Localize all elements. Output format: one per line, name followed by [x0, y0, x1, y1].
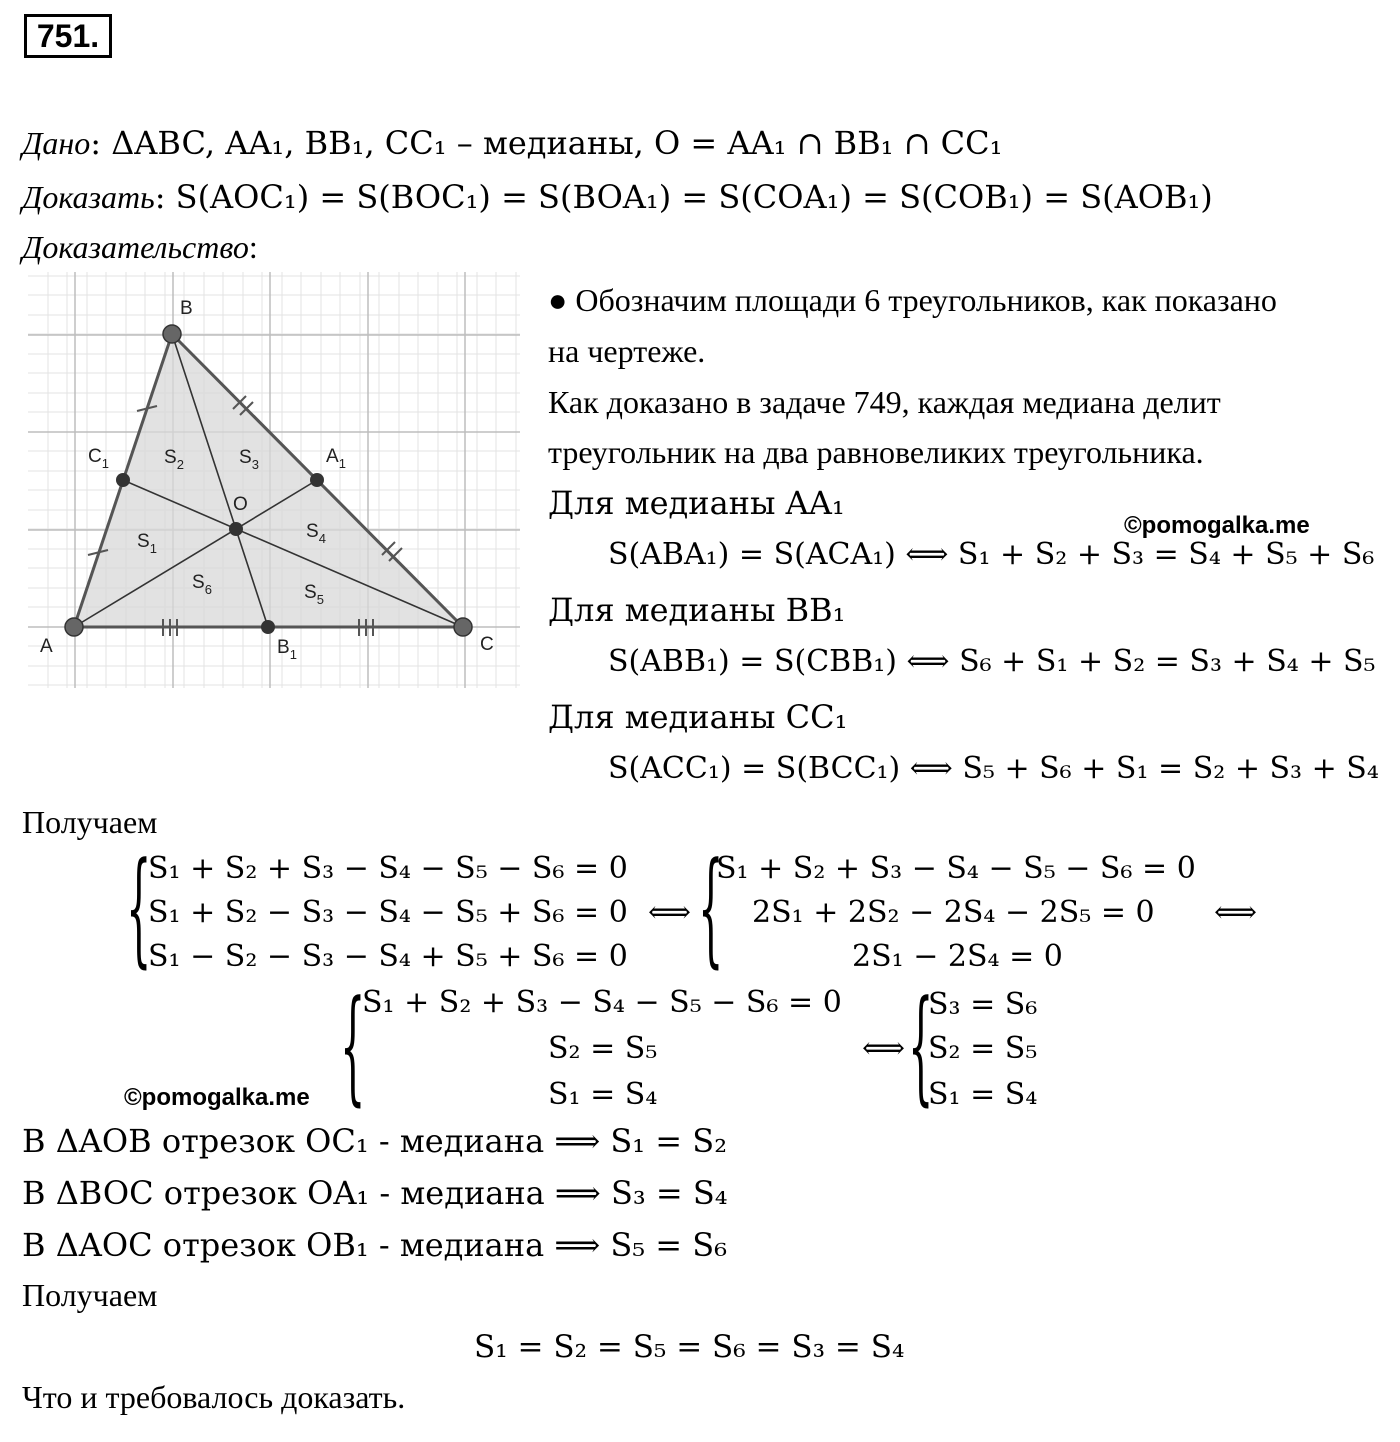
system2-row1: S₁ + S₂ + S₃ − S₄ − S₅ − S₆ = 0	[716, 851, 1196, 886]
eq-cc1: S(ACC₁) = S(BCC₁) ⟺ S₅ + S₆ + S₁ = S₂ + S₃ + S₄	[608, 751, 1379, 786]
system1-row2: S₁ + S₂ − S₃ − S₄ − S₅ + S₆ = 0	[148, 895, 628, 930]
conclusion-boc: В ΔBOC отрезок OA₁ - медиана ⟹ S₃ = S₄	[22, 1174, 728, 1212]
given-text: : ΔABC, AA₁, BB₁, CC₁ – медианы, O = AA₁ ∩ BB₁ ∩ CC₁	[90, 124, 1003, 162]
triangle-diagram	[28, 272, 520, 688]
median-bb1-heading: Для медианы BB₁	[548, 591, 846, 629]
right-p2-line1: Как доказано в задаче 749, каждая медиана делит	[548, 384, 1221, 420]
conclusion-aoc: В ΔAOC отрезок OB₁ - медиана ⟹ S₅ = S₆	[22, 1226, 728, 1264]
proof-colon: :	[248, 229, 258, 265]
problem-number: 751.	[24, 14, 112, 58]
brace-system4: {	[908, 976, 934, 1120]
label-o: O	[233, 494, 248, 515]
system3-row1: S₁ + S₂ + S₃ − S₄ − S₅ − S₆ = 0	[362, 985, 842, 1020]
system2-row3: 2S₁ − 2S₄ = 0	[852, 939, 1063, 974]
right-p1-line1: ● Обозначим площади 6 треугольников, как показано	[548, 282, 1277, 318]
label-s2: $S_2$	[164, 447, 184, 472]
proof-line	[22, 228, 258, 266]
point-a1	[310, 473, 324, 487]
median-aa1-heading: Для медианы AA₁	[548, 484, 845, 522]
prove-label: Доказать	[22, 179, 155, 215]
given-label: Дано	[22, 125, 91, 161]
label-c1: $C_1$	[88, 446, 109, 471]
label-b1: $B_1$	[277, 637, 297, 662]
right-p2-line2: треугольник на два равновеликих треугольника.	[548, 434, 1204, 470]
final-equation: S₁ = S₂ = S₅ = S₆ = S₃ = S₄	[474, 1329, 905, 1365]
label-a: A	[40, 636, 53, 657]
given-line	[22, 124, 1002, 162]
proof-label: Доказательство	[22, 229, 249, 265]
we-get-1: Получаем	[22, 804, 158, 840]
watermark-bottom: ©pomogalka.me	[124, 1084, 310, 1111]
system1-row1: S₁ + S₂ + S₃ − S₄ − S₅ − S₆ = 0	[148, 851, 628, 886]
conclusion-aob: В ΔAOB отрезок OC₁ - медиана ⟹ S₁ = S₂	[22, 1122, 728, 1160]
prove-text: : S(AOC₁) = S(BOC₁) = S(BOA₁) = S(COA₁) = S(COB₁) = S(AOB₁)	[154, 178, 1213, 216]
median-cc1-heading: Для медианы CC₁	[548, 698, 848, 736]
qed-line: Что и требовалось доказать.	[22, 1379, 406, 1415]
label-b: B	[180, 298, 193, 319]
label-s3: $S_3$	[239, 447, 259, 472]
system2-row2: 2S₁ + 2S₂ − 2S₄ − 2S₅ = 0	[752, 895, 1155, 930]
point-c1	[116, 473, 130, 487]
point-b	[163, 325, 181, 343]
eq-bb1: S(ABB₁) = S(CBB₁) ⟺ S₆ + S₁ + S₂ = S₃ + S₄ + S₅	[608, 644, 1376, 679]
brace-system3: {	[340, 976, 366, 1120]
we-get-2: Получаем	[22, 1277, 158, 1313]
label-a1: $A_1$	[326, 446, 346, 471]
equiv-3: ⟺	[862, 1031, 906, 1066]
watermark-top: ©pomogalka.me	[1124, 512, 1310, 539]
label-s4: $S_4$	[306, 521, 326, 546]
label-c: C	[480, 634, 494, 655]
point-c	[454, 618, 472, 636]
brace-system2: {	[698, 838, 724, 982]
prove-line	[22, 178, 1213, 216]
system4-row1: S₃ = S₆	[928, 987, 1038, 1022]
system3-row3: S₁ = S₄	[548, 1077, 658, 1112]
point-a	[65, 618, 83, 636]
eq-aa1: S(ABA₁) = S(ACA₁) ⟺ S₁ + S₂ + S₃ = S₄ + S₅ + S₆	[608, 537, 1375, 572]
point-o	[229, 522, 243, 536]
label-s5: $S_5$	[304, 582, 324, 607]
label-s6: $S_6$	[192, 572, 212, 597]
right-p1-line2: на чертеже.	[548, 333, 706, 369]
brace-system1: {	[126, 838, 152, 982]
point-b1	[261, 620, 275, 634]
label-s1: $S_1$	[137, 531, 157, 556]
system3-row2: S₂ = S₅	[548, 1031, 658, 1066]
equiv-1: ⟺	[648, 895, 692, 930]
system1-row3: S₁ − S₂ − S₃ − S₄ + S₅ + S₆ = 0	[148, 939, 628, 974]
equiv-2: ⟺	[1214, 895, 1258, 930]
system4-row3: S₁ = S₄	[928, 1077, 1038, 1112]
system4-row2: S₂ = S₅	[928, 1031, 1038, 1066]
